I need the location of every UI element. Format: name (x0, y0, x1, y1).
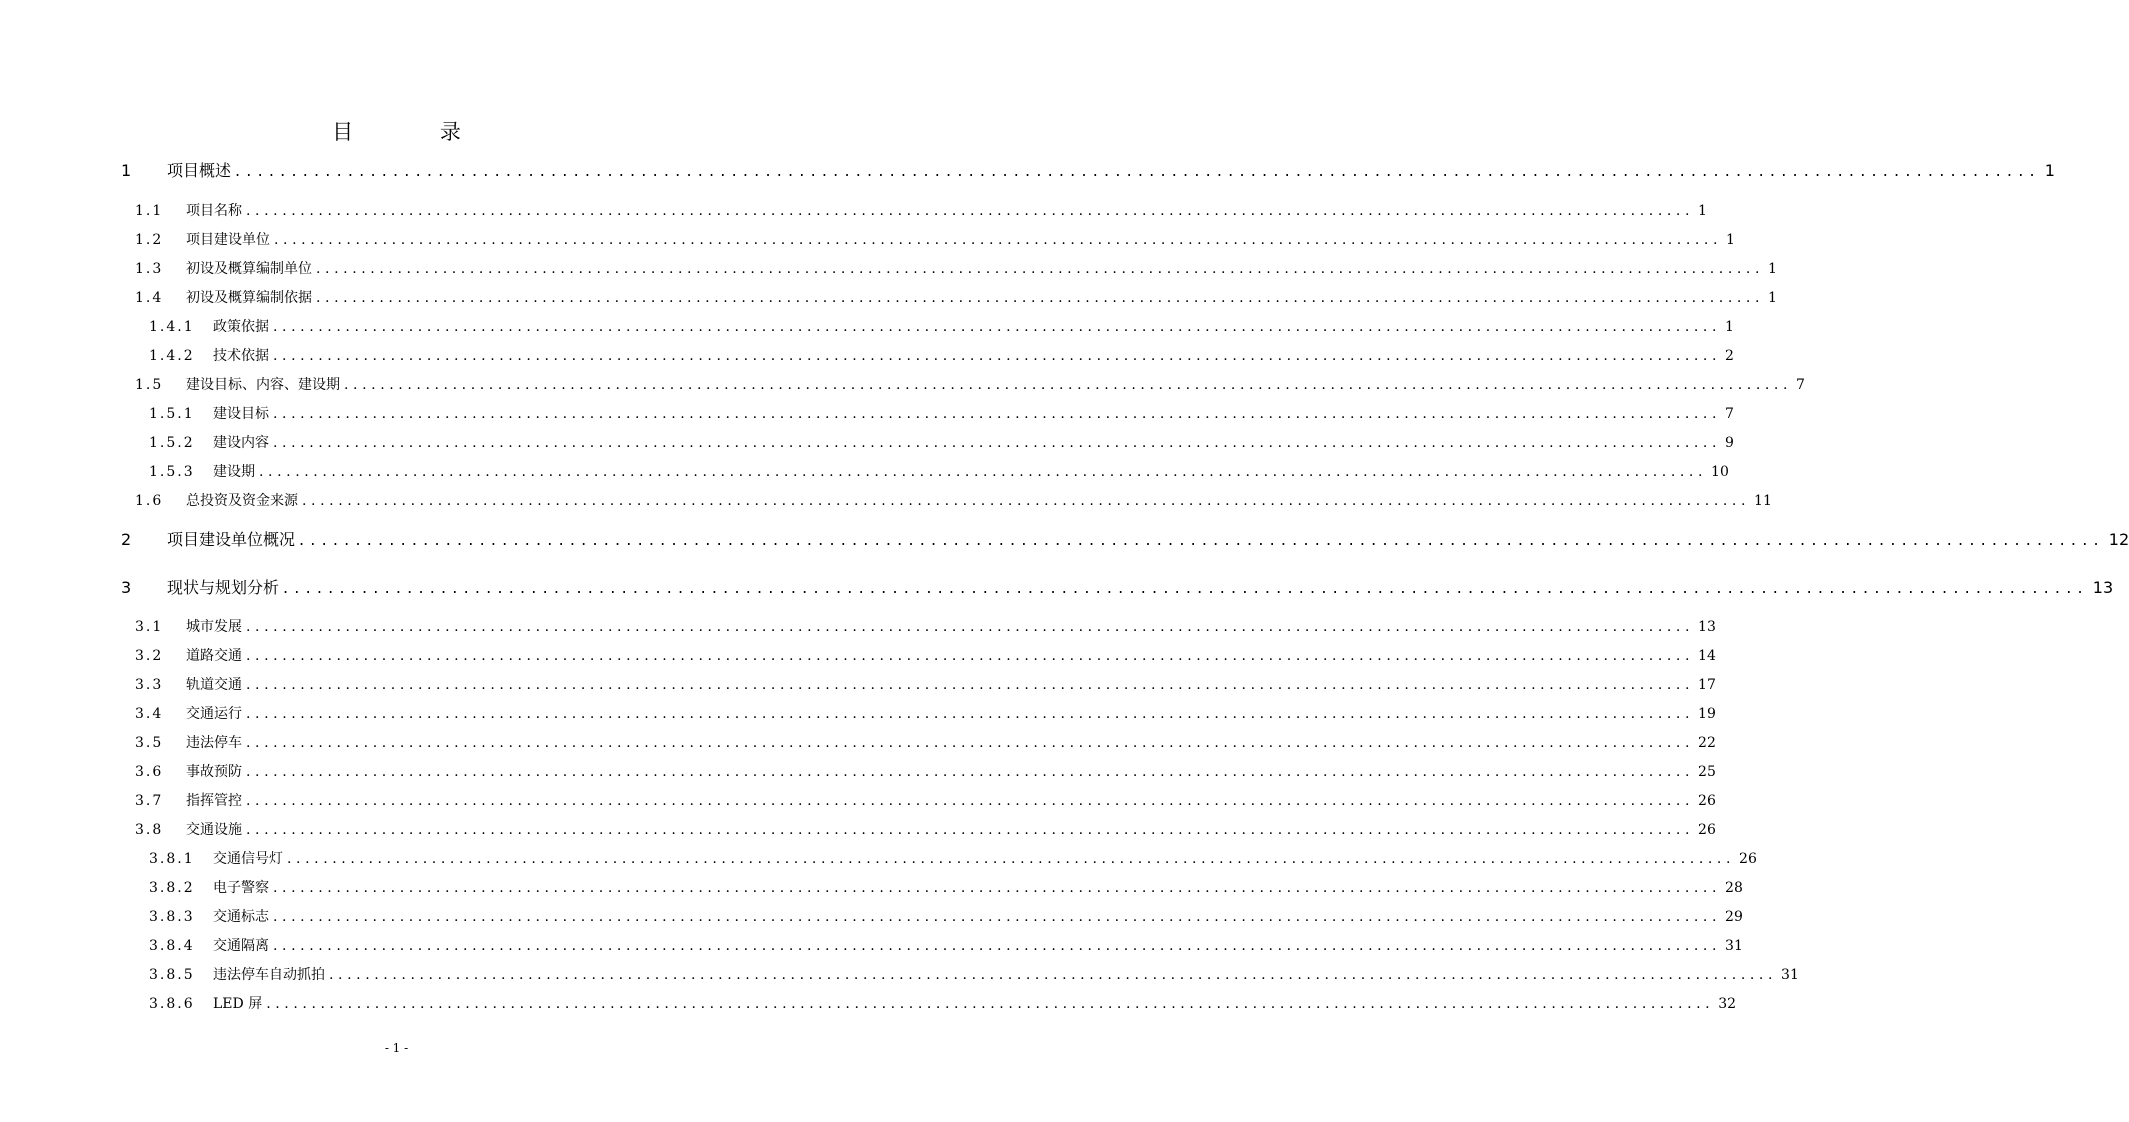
toc-entry[interactable] (149, 935, 1743, 955)
toc-entry-title: 现状与规划分析 (167, 578, 280, 597)
toc-entry[interactable] (135, 374, 1805, 394)
dot-leader: ................................................................................................................................................................ (273, 909, 1722, 925)
toc-entry-number: 1.2 (135, 232, 164, 248)
toc-entry-title: 建设目标 (213, 406, 269, 422)
toc-entry-page: 1 (1698, 203, 1707, 219)
toc-entry-number: 3.6 (135, 764, 164, 780)
dot-leader: ................................................................................................................................................................ (273, 435, 1722, 451)
dot-leader: ................................................................................................................................................................ (299, 530, 2105, 549)
toc-entry-page: 31 (1781, 967, 1799, 983)
toc-entry[interactable] (121, 527, 2129, 550)
toc-entry-number: 1.5.3 (149, 464, 195, 480)
toc-entry-title: 交通信号灯 (213, 851, 283, 867)
toc-entry-title: 违法停车自动抓拍 (213, 967, 325, 983)
toc-entry-page: 26 (1698, 793, 1716, 809)
toc-entry-number: 3.8 (135, 822, 164, 838)
toc-entry-title: 交通标志 (213, 909, 269, 925)
toc-entry-number: 3 (121, 578, 132, 597)
dot-leader: ................................................................................................................................................................ (273, 938, 1722, 954)
toc-entry[interactable] (149, 964, 1799, 984)
toc-entry-page: 1 (2044, 161, 2055, 180)
toc-entry-title: 交通运行 (186, 706, 242, 722)
toc-entry-page: 29 (1725, 909, 1743, 925)
dot-leader: ................................................................................................................................................................ (246, 793, 1695, 809)
dot-leader: ................................................................................................................................................................ (259, 464, 1708, 480)
toc-entry[interactable] (135, 732, 1716, 752)
toc-entry-page: 14 (1698, 648, 1716, 664)
toc-entry-number: 1.4.1 (149, 319, 195, 335)
toc-entry-number: 1.3 (135, 261, 164, 277)
toc-entry-title: 指挥管控 (186, 793, 242, 809)
dot-leader: ................................................................................................................................................................ (302, 493, 1751, 509)
toc-entry-page: 1 (1725, 319, 1734, 335)
toc-entry[interactable] (135, 790, 1716, 810)
toc-entry-number: 3.8.3 (149, 909, 195, 925)
toc-entry-title: 项目概述 (167, 161, 232, 180)
dot-leader: ................................................................................................................................................................ (316, 261, 1765, 277)
toc-entry[interactable] (135, 645, 1716, 665)
toc-entry[interactable] (149, 316, 1734, 336)
toc-entry-page: 7 (1796, 377, 1805, 393)
toc-entry-page: 25 (1698, 764, 1716, 780)
toc-entry-title: 项目名称 (186, 203, 242, 219)
toc-entry-page: 1 (1726, 232, 1735, 248)
toc-entry-title: 技术依据 (213, 348, 269, 364)
toc-entry[interactable] (149, 461, 1729, 481)
toc-entry-page: 12 (2108, 530, 2129, 549)
toc-entry-number: 3.8.2 (149, 880, 195, 896)
toc-entry[interactable] (149, 877, 1743, 897)
toc-entry-title: 事故预防 (186, 764, 242, 780)
toc-entry[interactable] (121, 575, 2114, 598)
toc-entry-number: 1.5.1 (149, 406, 195, 422)
toc-entry-page: 13 (2092, 578, 2114, 597)
toc-entry[interactable] (135, 200, 1707, 220)
toc-entry-title: 电子警察 (213, 880, 269, 896)
toc-entry-title: 轨道交通 (186, 677, 242, 693)
toc-entry[interactable] (135, 761, 1716, 781)
dot-leader: ................................................................................................................................................................ (273, 406, 1722, 422)
toc-entry-page: 28 (1725, 880, 1743, 896)
toc-entry-number: 1.4.2 (149, 348, 195, 364)
toc-entry[interactable] (149, 432, 1734, 452)
dot-leader: ................................................................................................................................................................ (246, 735, 1695, 751)
toc-entry-number: 3.8.6 (149, 996, 195, 1012)
dot-leader: ................................................................................................................................................................ (246, 648, 1695, 664)
toc-entry[interactable] (149, 403, 1734, 423)
toc-entry-title: 建设期 (213, 464, 255, 480)
dot-leader: ................................................................................................................................................................ (246, 822, 1695, 838)
dot-leader: ................................................................................................................................................................ (246, 619, 1695, 635)
toc-entry[interactable] (135, 674, 1716, 694)
toc-entry[interactable] (149, 345, 1734, 365)
toc-entry-page: 26 (1698, 822, 1716, 838)
dot-leader: ................................................................................................................................................................ (246, 764, 1695, 780)
dot-leader: ................................................................................................................................................................ (246, 706, 1695, 722)
toc-entry-page: 9 (1725, 435, 1734, 451)
toc-entry-title: 项目建设单位 (186, 232, 270, 248)
toc-entry-number: 1.4 (135, 290, 164, 306)
toc-entry-number: 1.5 (135, 377, 164, 393)
toc-entry-number: 3.7 (135, 793, 164, 809)
toc-entry-title: 违法停车 (186, 735, 242, 751)
page-number-footer: - 1 - (384, 1041, 409, 1055)
toc-entry-title: 道路交通 (186, 648, 242, 664)
toc-entry[interactable] (135, 258, 1777, 278)
toc-entry-title: 建设目标、内容、建设期 (186, 377, 340, 393)
dot-leader: ................................................................................................................................................................ (246, 677, 1695, 693)
toc-entry-page: 31 (1725, 938, 1743, 954)
toc-entry-title: 初设及概算编制依据 (186, 290, 312, 306)
toc-entry-title: 政策依据 (213, 319, 269, 335)
toc-entry[interactable] (135, 490, 1772, 510)
toc-entry-title: 建设内容 (213, 435, 269, 451)
dot-leader: ................................................................................................................................................................ (287, 851, 1736, 867)
toc-title: 目 录 (332, 120, 501, 144)
toc-entry-number: 2 (121, 530, 132, 549)
toc-entry[interactable] (149, 906, 1743, 926)
toc-entry[interactable] (135, 616, 1716, 636)
toc-entry-title: 总投资及资金来源 (186, 493, 298, 509)
toc-entry-number: 3.8.5 (149, 967, 195, 983)
toc-entry[interactable] (135, 287, 1777, 307)
toc-entry[interactable] (135, 819, 1716, 839)
dot-leader: ................................................................................................................................................................ (235, 161, 2041, 180)
toc-entry-number: 3.3 (135, 677, 164, 693)
toc-entry-number: 3.1 (135, 619, 164, 635)
toc-entry-title: 交通隔离 (213, 938, 269, 954)
toc-entry-page: 22 (1698, 735, 1716, 751)
toc-entry-page: 17 (1698, 677, 1716, 693)
toc-entry[interactable] (121, 158, 2055, 181)
toc-entry-page: 26 (1739, 851, 1757, 867)
toc-entry[interactable] (149, 993, 1737, 1013)
toc-entry-number: 3.5 (135, 735, 164, 751)
toc-entry-page: 1 (1768, 290, 1777, 306)
dot-leader: ................................................................................................................................................................ (283, 578, 2089, 597)
toc-entry-number: 1.6 (135, 493, 164, 509)
dot-leader: ................................................................................................................................................................ (273, 319, 1722, 335)
dot-leader: ................................................................................................................................................................ (273, 880, 1722, 896)
toc-entry-title: LED 屏 (213, 996, 263, 1012)
toc-entry[interactable] (135, 229, 1735, 249)
toc-entry-number: 1.1 (135, 203, 164, 219)
toc-entry-number: 3.2 (135, 648, 164, 664)
toc-entry-page: 10 (1711, 464, 1729, 480)
toc-entry-page: 1 (1768, 261, 1777, 277)
toc-entry-page: 32 (1718, 996, 1737, 1012)
toc-entry-page: 19 (1698, 706, 1716, 722)
dot-leader: ................................................................................................................................................................ (273, 348, 1722, 364)
toc-entry-page: 7 (1725, 406, 1734, 422)
toc-entry-number: 1 (121, 161, 132, 180)
dot-leader: ................................................................................................................................................................ (266, 996, 1715, 1012)
toc-entry-title: 城市发展 (186, 619, 242, 635)
dot-leader: ................................................................................................................................................................ (329, 967, 1778, 983)
dot-leader: ................................................................................................................................................................ (274, 232, 1723, 248)
dot-leader: ................................................................................................................................................................ (316, 290, 1765, 306)
toc-entry-page: 2 (1725, 348, 1734, 364)
dot-leader: ................................................................................................................................................................ (246, 203, 1695, 219)
toc-entry[interactable] (149, 848, 1757, 868)
toc-entry-title: 项目建设单位概况 (167, 530, 296, 549)
toc-entry-number: 1.5.2 (149, 435, 195, 451)
toc-entry-title: 交通设施 (186, 822, 242, 838)
toc-entry-page: 11 (1754, 493, 1772, 509)
toc-entry-page: 13 (1698, 619, 1716, 635)
toc-entry-number: 3.8.4 (149, 938, 195, 954)
toc-entry[interactable] (135, 703, 1716, 723)
toc-entry-number: 3.4 (135, 706, 164, 722)
toc-entry-number: 3.8.1 (149, 851, 195, 867)
dot-leader: ................................................................................................................................................................ (344, 377, 1793, 393)
toc-entry-title: 初设及概算编制单位 (186, 261, 312, 277)
